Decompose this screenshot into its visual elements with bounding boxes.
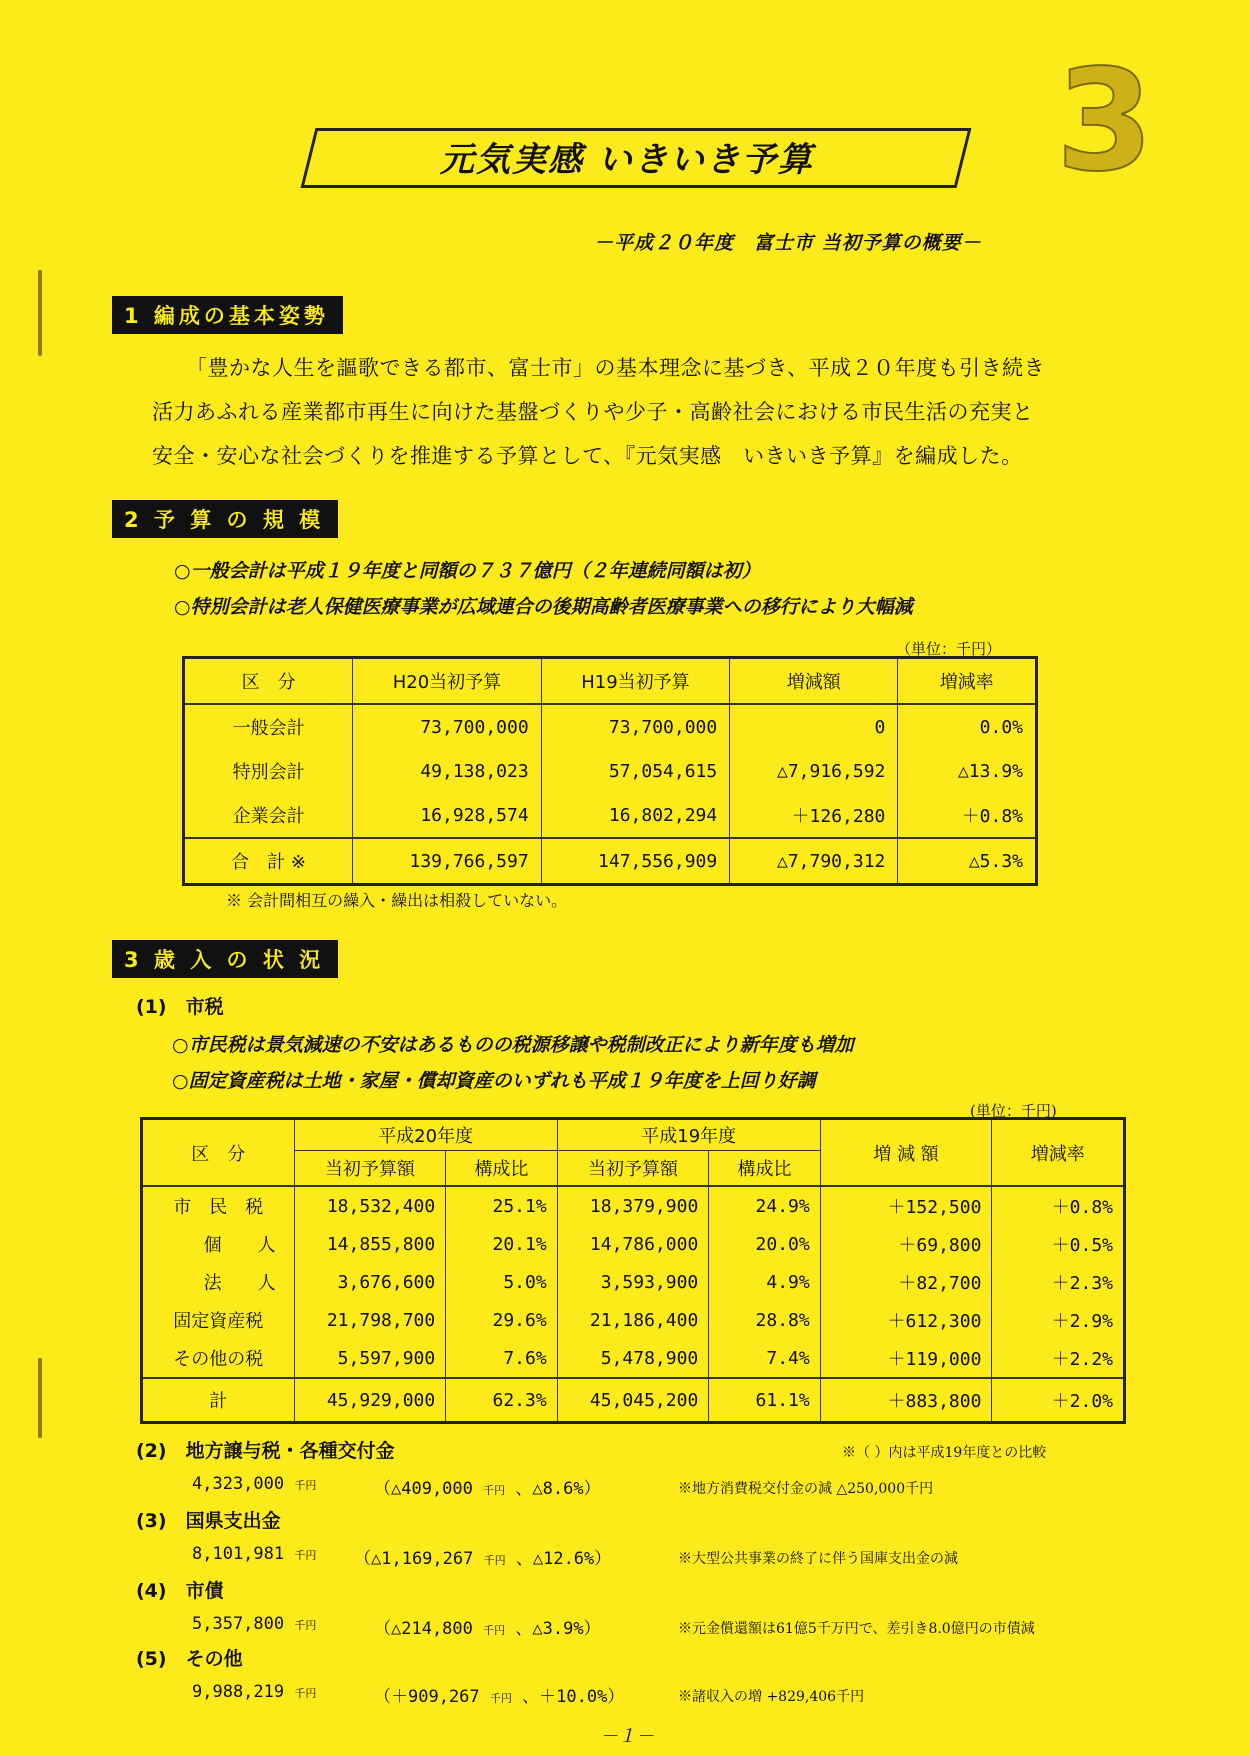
- unit-label: （単位：千円）: [896, 640, 1002, 658]
- table-footnote: ※ 会計間相互の繰入・繰出は相殺していない。: [226, 891, 568, 910]
- cell: ＋0.5%: [992, 1225, 1125, 1263]
- row-label: 合 計 ※: [184, 838, 353, 885]
- row-label: 法 人: [142, 1263, 295, 1301]
- cell: ＋152,500: [820, 1186, 992, 1225]
- amount-value: 4,323,000: [192, 1474, 285, 1494]
- staple-mark: [38, 1358, 42, 1438]
- comparison-unit: 千円: [483, 1554, 506, 1567]
- comparison: [354, 1544, 611, 1569]
- row-label: 市 民 税: [142, 1186, 295, 1225]
- table-header-row: [184, 658, 1037, 705]
- comparison: [374, 1682, 624, 1707]
- cell: 14,786,000: [557, 1225, 709, 1263]
- cell: 7.4%: [709, 1339, 820, 1378]
- column-header: 平成20年度: [294, 1119, 557, 1151]
- cell: ＋2.2%: [992, 1339, 1125, 1378]
- city-tax-table: [140, 1117, 1126, 1424]
- cell: 25.1%: [446, 1186, 557, 1225]
- table-row: [184, 793, 1037, 838]
- subsection-heading: (2) 地方譲与税・各種交付金: [136, 1440, 395, 1462]
- row-label: その他の税: [142, 1339, 295, 1378]
- table-total-row: [142, 1378, 1125, 1423]
- item-note: ※地方消費税交付金の減 △250,000千円: [678, 1481, 934, 1497]
- table-row: [184, 704, 1037, 749]
- table-row: [142, 1339, 1125, 1378]
- row-label: 固定資産税: [142, 1301, 295, 1339]
- cell: △7,916,592: [730, 749, 898, 793]
- comparison-amount: （＋909,267: [374, 1687, 480, 1707]
- table-row: [142, 1263, 1125, 1301]
- cell: 24.9%: [709, 1186, 820, 1225]
- column-header: H19当初予算: [541, 658, 730, 705]
- amount-unit: 千円: [294, 1549, 317, 1562]
- cell: 147,556,909: [541, 838, 730, 885]
- subsection-heading: (3) 国県支出金: [136, 1510, 281, 1532]
- cell: 20.1%: [446, 1225, 557, 1263]
- cell: ＋2.3%: [992, 1263, 1125, 1301]
- column-header: 区 分: [184, 658, 353, 705]
- cell: △13.9%: [898, 749, 1037, 793]
- amount-unit: 千円: [294, 1479, 317, 1492]
- cell: 73,700,000: [541, 704, 730, 749]
- paragraph-line: 安全・安心な社会づくりを推進する予算として、『元気実感 いきいき予算』を編成した。: [152, 444, 1023, 468]
- cell: 3,676,600: [294, 1263, 446, 1301]
- bullet-line: ○一般会計は平成１９年度と同額の７３７億円（２年連続同額は初）: [174, 560, 761, 582]
- column-header: 増 減 額: [820, 1119, 992, 1187]
- cell: 4.9%: [709, 1263, 820, 1301]
- comparison: [374, 1614, 601, 1639]
- row-label: 個 人: [142, 1225, 295, 1263]
- table-row: [142, 1186, 1125, 1225]
- table-row: [142, 1225, 1125, 1263]
- cell: 20.0%: [709, 1225, 820, 1263]
- comparison-unit: 千円: [489, 1692, 512, 1705]
- cell: ＋883,800: [820, 1378, 992, 1423]
- column-header: H20当初予算: [353, 658, 542, 705]
- cell: 49,138,023: [353, 749, 542, 793]
- cell: 28.8%: [709, 1301, 820, 1339]
- subsection-heading: (5) その他: [136, 1648, 243, 1670]
- paragraph-line: 活力あふれる産業都市再生に向けた基盤づくりや少子・高齢社会における市民生活の充実と: [152, 400, 1034, 424]
- cell: ＋82,700: [820, 1263, 992, 1301]
- amount: [192, 1544, 316, 1564]
- amount-value: 9,988,219: [192, 1682, 285, 1702]
- cell: ＋2.0%: [992, 1378, 1125, 1423]
- table-row: [142, 1301, 1125, 1339]
- item-note: ※諸収入の増 +829,406千円: [678, 1689, 865, 1705]
- cell: 3,593,900: [557, 1263, 709, 1301]
- cell: ＋0.8%: [992, 1186, 1125, 1225]
- page-subtitle: －平成２０年度 富士市 当初予算の概要－: [594, 232, 982, 254]
- subsection-heading: (4) 市債: [136, 1580, 224, 1602]
- section-1-body: [152, 346, 1045, 478]
- subsection-heading: (1) 市税: [136, 996, 224, 1018]
- cell: ＋612,300: [820, 1301, 992, 1339]
- comparison-note: ※（ ）内は平成19年度との比較: [842, 1445, 1047, 1461]
- comparison: [374, 1474, 601, 1499]
- amount: [192, 1614, 316, 1634]
- table-total-row: [184, 838, 1037, 885]
- cell: 29.6%: [446, 1301, 557, 1339]
- column-header: 当初予算額: [294, 1151, 446, 1187]
- cell: 14,855,800: [294, 1225, 446, 1263]
- section-heading-3: 3 歳 入 の 状 況: [112, 940, 338, 978]
- row-label: 特別会計: [184, 749, 353, 793]
- bullet-line: ○特別会計は老人保健医療事業が広域連合の後期高齢者医療事業への移行により大幅減: [174, 596, 913, 618]
- page-number: －１－: [600, 1726, 654, 1747]
- amount: [192, 1682, 316, 1702]
- item-note: ※大型公共事業の終了に伴う国庫支出金の減: [678, 1551, 958, 1567]
- cell: 62.3%: [446, 1378, 557, 1423]
- amount-value: 8,101,981: [192, 1544, 285, 1564]
- cell: 7.6%: [446, 1339, 557, 1378]
- column-header: 平成19年度: [557, 1119, 820, 1151]
- table-row: [184, 749, 1037, 793]
- amount-value: 5,357,800: [192, 1614, 285, 1634]
- cell: △7,790,312: [730, 838, 898, 885]
- column-header: 増減率: [898, 658, 1037, 705]
- comparison-rate: 、＋10.0%）: [522, 1687, 625, 1707]
- comparison-amount: （△409,000: [374, 1479, 473, 1499]
- cell: ＋0.8%: [898, 793, 1037, 838]
- cell: 5.0%: [446, 1263, 557, 1301]
- cell: ＋119,000: [820, 1339, 992, 1378]
- staple-mark: [38, 270, 42, 356]
- cell: 57,054,615: [541, 749, 730, 793]
- cell: 21,186,400: [557, 1301, 709, 1339]
- chapter-number: 3: [1056, 40, 1154, 203]
- row-label: 一般会計: [184, 704, 353, 749]
- cell: ＋69,800: [820, 1225, 992, 1263]
- column-header: 構成比: [446, 1151, 557, 1187]
- section-heading-1: 1 編成の基本姿勢: [112, 296, 343, 334]
- cell: 16,802,294: [541, 793, 730, 838]
- table-header-row: [142, 1119, 1125, 1151]
- bullet-line: ○固定資産税は土地・家屋・償却資産のいずれも平成１９年度を上回り好調: [172, 1070, 816, 1092]
- section-heading-2: 2 予 算 の 規 模: [112, 500, 338, 538]
- cell: 45,929,000: [294, 1378, 446, 1423]
- cell: 18,532,400: [294, 1186, 446, 1225]
- column-header: 増減額: [730, 658, 898, 705]
- column-header: 当初予算額: [557, 1151, 709, 1187]
- cell: 5,597,900: [294, 1339, 446, 1378]
- cell: 61.1%: [709, 1378, 820, 1423]
- comparison-rate: 、△8.6%）: [515, 1479, 601, 1499]
- comparison-unit: 千円: [483, 1624, 506, 1637]
- amount: [192, 1474, 316, 1494]
- cell: 18,379,900: [557, 1186, 709, 1225]
- comparison-amount: （△1,169,267: [354, 1549, 474, 1569]
- amount-unit: 千円: [294, 1619, 317, 1632]
- comparison-rate: 、△12.6%）: [515, 1549, 612, 1569]
- column-header: 増減率: [992, 1119, 1125, 1187]
- column-header: 構成比: [709, 1151, 820, 1187]
- budget-scale-table: [182, 656, 1038, 886]
- comparison-unit: 千円: [483, 1484, 506, 1497]
- cell: 21,798,700: [294, 1301, 446, 1339]
- page-title: 元気実感 いきいき予算: [440, 140, 814, 180]
- cell: ＋2.9%: [992, 1301, 1125, 1339]
- comparison-amount: （△214,800: [374, 1619, 473, 1639]
- comparison-rate: 、△3.9%）: [515, 1619, 601, 1639]
- row-label: 企業会計: [184, 793, 353, 838]
- cell: 139,766,597: [353, 838, 542, 885]
- paragraph-line: 「豊かな人生を謳歌できる都市、富士市」の基本理念に基づき、平成２０年度も引き続き: [186, 356, 1046, 380]
- cell: △5.3%: [898, 838, 1037, 885]
- cell: 45,045,200: [557, 1378, 709, 1423]
- row-label: 計: [142, 1378, 295, 1423]
- bullet-line: ○市民税は景気減速の不安はあるものの税源移譲や税制改正により新年度も増加: [172, 1034, 854, 1056]
- cell: 0: [730, 704, 898, 749]
- cell: 5,478,900: [557, 1339, 709, 1378]
- item-note: ※元金償還額は61億5千万円で、差引き8.0億円の市債減: [678, 1621, 1035, 1637]
- amount-unit: 千円: [294, 1687, 317, 1700]
- unit-label: (単位：千円): [970, 1102, 1057, 1120]
- cell: 16,928,574: [353, 793, 542, 838]
- column-header: 区 分: [142, 1119, 295, 1187]
- cell: ＋126,280: [730, 793, 898, 838]
- cell: 0.0%: [898, 704, 1037, 749]
- cell: 73,700,000: [353, 704, 542, 749]
